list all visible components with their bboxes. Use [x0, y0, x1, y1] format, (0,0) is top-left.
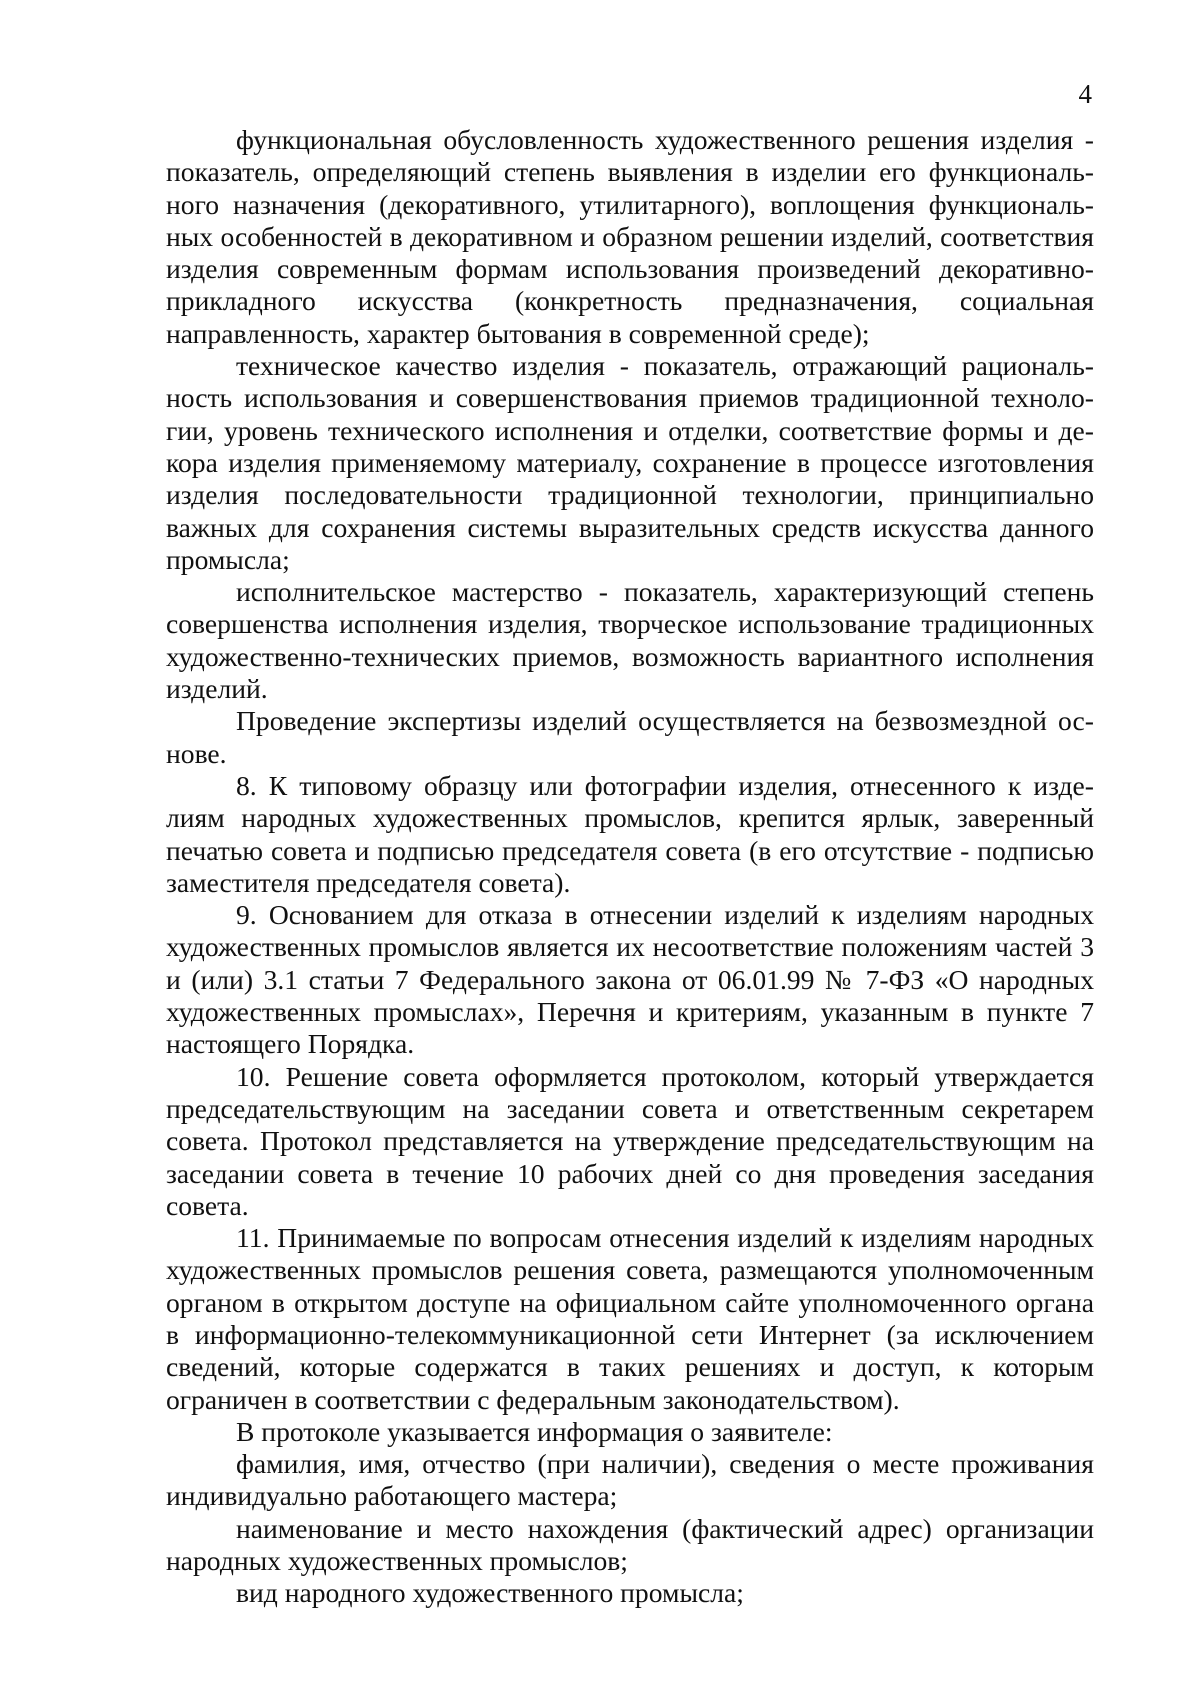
- paragraph-item-8: 8. К типовому образцу или фотографии изделия, отнесенного к изделиям народных художественных промыслов, крепится ярлык, заверенный печатью совета и подписью председателя совета (в его отсутствие - подписью заместителя председателя совета).: [166, 769, 1094, 898]
- paragraph-applicant-name: фамилия, имя, отчество (при наличии), сведения о месте проживания индивидуально работающего мастера;: [166, 1448, 1094, 1512]
- paragraph-item-9: 9. Основанием для отказа в отнесении изделий к изделиям народных художественных промыслов является их несоответствие положениям частей 3 и (или) 3.1 статьи 7 Федерального закона от 06.01.99 № 7-ФЗ «О народных художественных промыслах», Перечня и критериям, указанным в пункте 7 настоящего Порядка.: [166, 899, 1094, 1060]
- paragraph-functional-conditionality: функциональная обусловленность художественного решения изделия - показатель, определяющий степень выявления в изделии его функционального назначения (декоративного, утилитарного), воплощения функциональных особенностей в декоративном и образном решении изделий, соответствия изделия современным формам использования произведений декоративно-прикладного искусства (конкретность предназначения, социальная направленность, характер бытования в современной среде);: [166, 124, 1094, 349]
- paragraph-item-11: 11. Принимаемые по вопросам отнесения изделий к изделиям народных художественных промыслов решения совета, размещаются уполномоченным органом в открытом доступе на официальном сайте уполномоченного органа в информационно-телекоммуникационной сети Интернет (за исключением сведений, которые содержатся в таких решениях и доступ, к которым ограничен в соответствии с федеральным законодательством).: [166, 1222, 1094, 1415]
- paragraph-performing-skill: исполнительское мастерство - показатель, характеризующий степень совершенства исполнения изделия, творческое использование традиционных художественно-технических приемов, возможность вариантного исполнения изделий.: [166, 576, 1094, 705]
- paragraph-craft-type: вид народного художественного промысла;: [236, 1577, 744, 1609]
- paragraph-technical-quality: техническое качество изделия - показатель, отражающий рациональность использования и совершенствования приемов традиционной технологии, уровень технического исполнения и отделки, соответствие формы и декора изделия применяемому материалу, сохранение в процессе изготовления изделия последовательности традиционной технологии, принципиально важных для сохранения системы выразительных средств искусства данного промысла;: [166, 350, 1094, 575]
- paragraph-organization-address: наименование и место нахождения (фактический адрес) организации народных художественных промыслов;: [166, 1512, 1094, 1577]
- page-number: 4: [1078, 79, 1092, 109]
- paragraph-expertise-free: Проведение экспертизы изделий осуществляется на безвозмездной основе.: [166, 705, 1094, 769]
- body-text: [166, 124, 1094, 1610]
- paragraph-item-10: 10. Решение совета оформляется протоколом, который утверждается председательствующим на заседании совета и ответственным секретарем совета. Протокол представляется на утверждение председательствующим на заседании совета в течение 10 рабочих дней со дня проведения заседания совета.: [166, 1060, 1094, 1221]
- paragraph-protocol-info: В протоколе указывается информация о заявителе:: [236, 1415, 833, 1447]
